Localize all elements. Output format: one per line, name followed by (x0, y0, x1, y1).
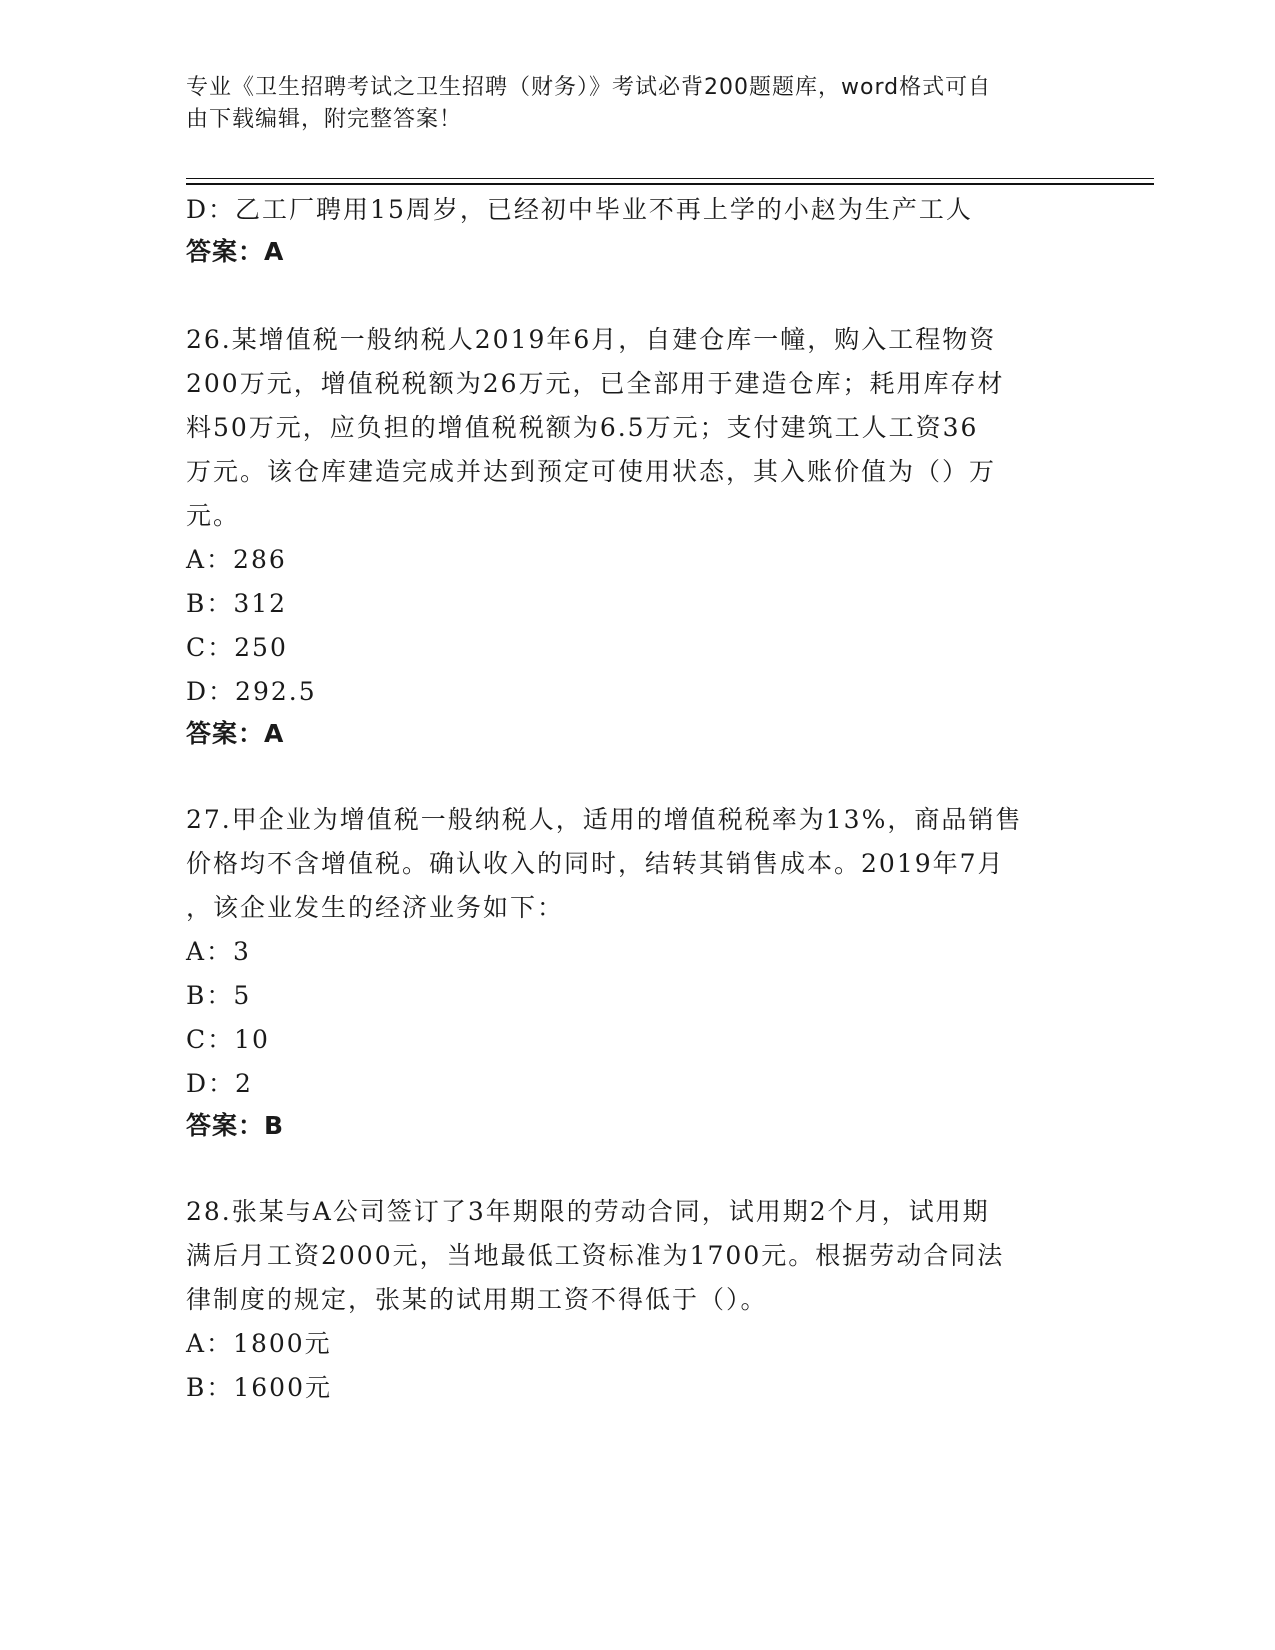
q26-option-b: B：312 (186, 589, 288, 618)
q25-option-d: D：乙工厂聘用15周岁，已经初中毕业不再上学的小赵为生产工人 (186, 195, 973, 224)
q27-stem-line-2: 价格均不含增值税。确认收入的同时，结转其销售成本。2019年7月 (186, 849, 1005, 878)
q26-option-a: A：286 (186, 545, 287, 574)
q27-option-a: A：3 (186, 937, 251, 966)
q26-stem-line-2: 200万元，增值税税额为26万元，已全部用于建造仓库；耗用库存材 (186, 369, 1005, 398)
q27-option-d: D：2 (186, 1069, 253, 1098)
q28-stem-line-2: 满后月工资2000元，当地最低工资标准为1700元。根据劳动合同法 (186, 1241, 1005, 1270)
q25-answer: 答案：A (186, 237, 285, 266)
q27-answer: 答案：B (186, 1111, 285, 1140)
q28-stem-line-1: 28.张某与A公司签订了3年期限的劳动合同，试用期2个月，试用期 (186, 1197, 990, 1226)
q26-stem-line-1: 26.某增值税一般纳税人2019年6月，自建仓库一幢，购入工程物资 (186, 325, 997, 354)
q27-option-c: C：10 (186, 1025, 270, 1054)
q28-option-a: A：1800元 (186, 1329, 332, 1358)
header-divider-top (186, 178, 1154, 179)
q27-stem-line-3: ，该企业发生的经济业务如下： (186, 893, 565, 922)
q28-option-b: B：1600元 (186, 1373, 332, 1402)
q26-stem-line-4: 万元。该仓库建造完成并达到预定可使用状态，其入账价值为（）万 (186, 457, 997, 486)
q26-answer: 答案：A (186, 719, 285, 748)
q27-option-b: B：5 (186, 981, 252, 1010)
q27-stem-line-1: 27.甲企业为增值税一般纳税人，适用的增值税税率为13%，商品销售 (186, 805, 1023, 834)
header-line-1: 专业《卫生招聘考试之卫生招聘（财务）》考试必背200题题库，word格式可自 (186, 75, 992, 100)
q26-option-c: C：250 (186, 633, 288, 662)
q26-stem-line-5: 元。 (186, 501, 241, 530)
q28-stem-line-3: 律制度的规定，张某的试用期工资不得低于（）。 (186, 1285, 768, 1314)
header-divider-bottom (186, 183, 1154, 185)
q26-stem-line-3: 料50万元，应负担的增值税税额为6.5万元；支付建筑工人工资36 (186, 413, 979, 442)
q26-option-d: D：292.5 (186, 677, 317, 706)
document-header (186, 72, 1066, 136)
header-line-2: 由下载编辑，附完整答案！ (186, 107, 463, 132)
